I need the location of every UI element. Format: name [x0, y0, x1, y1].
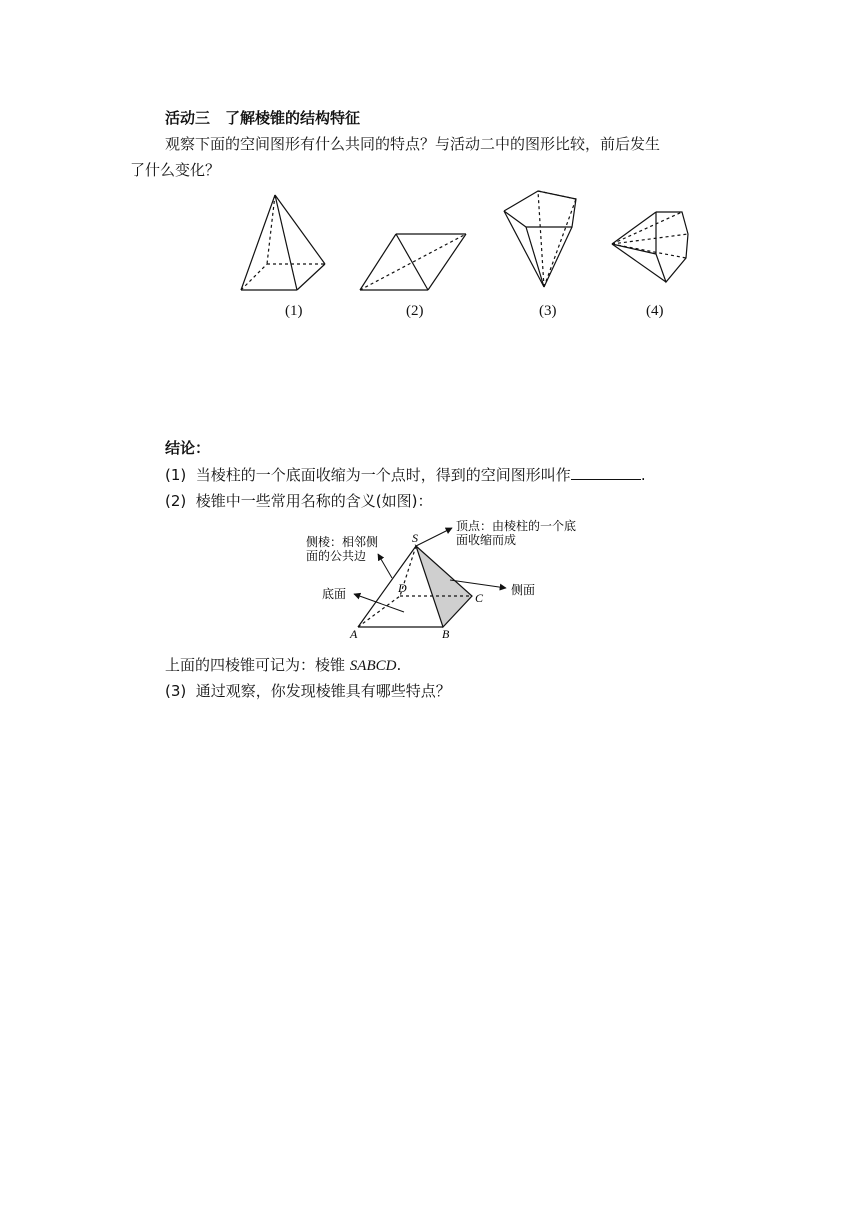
label-apex-1: 顶点：由棱柱的一个底 [456, 519, 577, 533]
figure-caption-1: (1) [285, 303, 303, 319]
vertex-b: B [442, 627, 450, 641]
figure-caption-3: (3) [539, 303, 557, 319]
vertex-c: C [475, 591, 484, 605]
vertex-s: S [412, 531, 418, 545]
item-1-prefix: (1) [165, 466, 187, 484]
answer-blank [571, 465, 641, 480]
conclusion-item-1 [165, 465, 646, 485]
label-lateral-face: 侧面 [511, 583, 536, 597]
item-1-text: 当棱柱的一个底面收缩为一个点时，得到的空间图形叫作 [195, 466, 571, 484]
notation-end: . [396, 656, 402, 674]
item-3-prefix: (3) [165, 682, 187, 700]
conclusion-item-2 [165, 491, 433, 511]
notation-line [165, 655, 401, 676]
vertex-a: A [350, 627, 358, 641]
pyramid-solid [358, 546, 472, 627]
item-2-prefix: (2) [165, 492, 187, 510]
section-title: 活动三 了解棱锥的结构特征 [165, 109, 361, 127]
item-2-text: 棱锥中一些常用名称的含义(如图)： [195, 492, 433, 510]
pyramid-figure-1 [235, 190, 335, 298]
pyramid-figure-4 [608, 206, 694, 288]
item-3-line [165, 681, 451, 701]
question-line-1: 观察下面的空间图形有什么共同的特点？与活动二中的图形比较，前后发生 [165, 135, 661, 153]
conclusion-heading: 结论： [165, 439, 211, 457]
pyramid-figure-2 [356, 228, 472, 296]
item-1-end: . [640, 466, 646, 484]
notation-name: SABCD [349, 658, 397, 674]
pyramid-terms-diagram [300, 514, 600, 644]
label-lateral-edge-2: 面的公共边 [306, 549, 367, 563]
figure-caption-4: (4) [646, 303, 664, 319]
label-base: 底面 [322, 587, 347, 601]
label-lateral-edge-1: 侧棱：相邻侧 [306, 535, 379, 549]
item-3-text: 通过观察，你发现棱锥具有哪些特点？ [195, 682, 451, 700]
vertex-d: D [398, 581, 407, 595]
label-apex-2: 面收缩而成 [456, 533, 517, 547]
question-line-2: 了什么变化？ [130, 161, 221, 179]
notation-prefix: 上面的四棱锥可记为：棱锥 [165, 656, 350, 674]
figure-caption-2: (2) [406, 303, 424, 319]
pyramid-figure-3 [498, 187, 584, 293]
